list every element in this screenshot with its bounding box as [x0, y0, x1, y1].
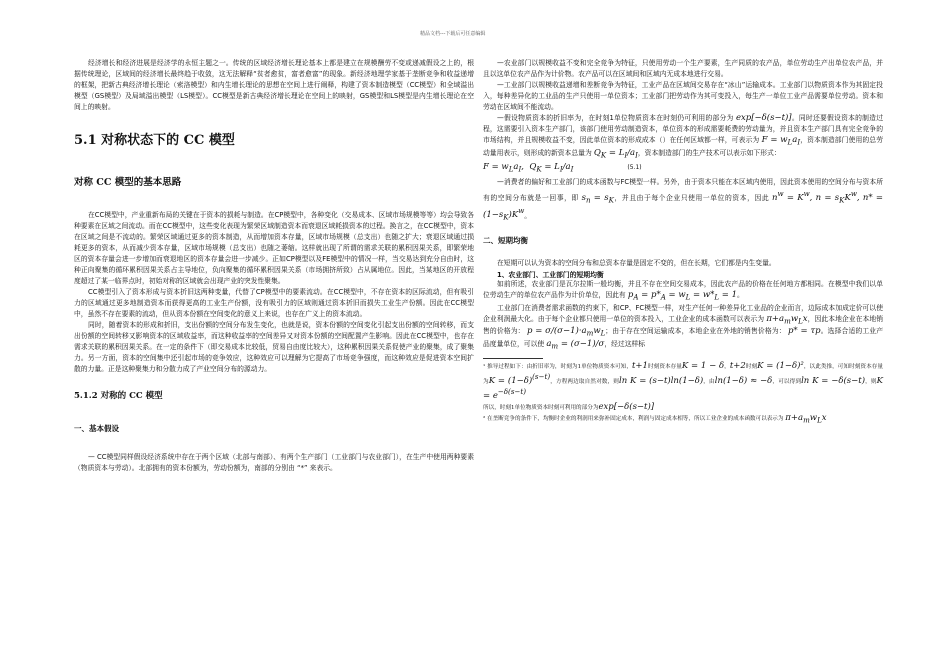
footnote-2: ² 在垄断竞争的条件下，均衡时企业的利润用来弥补固定成本，利润与固定成本相等，所以工业企业的成本函数可以表示为 $\pi+a_mw_Lx$: [483, 412, 827, 425]
foreign-price-formula: p* = τp: [787, 326, 821, 337]
industry-equilibrium-paragraph: 工业部门在消费者需求函数的约束下，和CP、FC模型一样，对生产任何一种差异化工业品的企业而言，边际成本加成定价可以使企业利润最大化。由于每个企业都只使用一单位的资本投入，工业企业的成本函数可以表示为 $\pi+a_mw_Lx$，因此本地企业在本地销售的价格为： $p = \sigma/(\sigma-1)\cdot a_mw_L$；由于存在空间运输成本，本地企业在外地的销售价格为： p* = τp。选择合适的工业产品度量单位，可以使 $a_m = (\sigma-1)/\sigma$，经过这样标: [483, 303, 884, 351]
am-formula: $a_m = (\sigma-1)/\sigma$: [546, 339, 605, 351]
preference-paragraph: —消费者的偏好和工业部门的成本函数与FC模型一样。另外，由于资本只能在本区域内使用，因此资本使用的空间分布与资本所有的空间分布就是一回事，即 $s_n = s_K$，并且由于每个企业只使用一单位的资本，因此 $n^w = K^w$, $n = s_KK^w$, $n* = (1-s_K)K^w$。: [483, 178, 883, 223]
industry-paragraph: —工业部门以规模收益递增和差断竞争为特征，工业产品在区域间交易存在“冰山”运输成本。工业部门以物质资本作为其固定投入，每种差异化的工业品的生产只使用一单位资本；工业部门把劳动作为其可变投入，每生产一单位工业产品需要单位劳动。资本和劳动在区域间不能流动。: [483, 81, 883, 111]
footnote-1: ¹ 推导过程如下：由折旧率为，时刻为1单位物质资本可知，t+1时刻资本存量K = 1 − δ，t+2时刻K = (1−δ)²，以此类推，可知时刻资本存量为$K = (1-\delta)^{(s-t)}$，方程两边取自然对数，则ln K = (s−t)ln(1−δ)，由ln(1−δ) ≈ −δ，可以得到ln K = −δ(s−t)，则$K = e^{-\delta(s-t)}$: [483, 360, 883, 401]
local-price-formula: $p = \sigma/(\sigma-1)\cdot a_mw_L$: [526, 326, 606, 339]
short-run-heading: 二、短期均衡: [483, 236, 528, 246]
short-run-paragraph: 在短期可以认为资本的空间分布和总资本存量是固定不变的，但在长期，它们都是内生变量。: [497, 259, 776, 268]
assumption-heading: 一、基本假设: [74, 424, 119, 433]
subsection-heading-512: 5.1.2 对称的 CC 模型: [74, 391, 163, 401]
pA-formula: $p_A = p*_A = w_L = w*_L = 1$: [627, 290, 738, 302]
right-column: [483, 58, 883, 425]
depreciation-text-c: ，资本制造部门使用的总劳动量用表示，则形成的新资本总量为: [483, 136, 884, 157]
body-paragraph-2: CC模型引入了资本形成与资本折旧这两种变量，代替了CP模型中的要素流动。在CC模型中，不存在资本的区际流动，但有吸引力的区域通过更多地制造资本而获得更高的工业生产份额，没有吸引力的区域则通过资本折旧而损失工业生产份额。因此在CC模型中，虽然不存在要素的流动，但从资本份额在空间变化的意义上来说，也存在广义上的资本流动。: [74, 288, 474, 318]
equation-5-1: $F = w_La_I$, $Q_K = L_I/a_I$ (5.1): [483, 162, 642, 175]
intro-paragraph: 经济增长和经济进展是经济学的永恒主题之一。传统的区域经济增长理论基本上都是建立在规模酬劳不变或递减假设之上的，根据传统理论，区域间的经济增长最终趋于收敛，这无法解释“贫者愈贫，富者愈富”的现象。新经济地理学家基于垄断竞争和收益递增的框架，把新古典经济增长理论（索洛模型）和内生增长理论的思想在空间上进行阐释，构建了资本制造模型（CC模型）和全域溢出模型（GS模型）及局域溢出模型（LS模型）。CC模型是新古典经济增长理论在空间上的映射，GS模型和LS模型是内生增长理论在空间上的映射。: [74, 59, 474, 111]
depreciation-paragraph: [483, 113, 883, 160]
footnote-separator: [483, 358, 543, 359]
body-paragraph-3: 同时，随着资本的形成和折旧，支出份额的空间分布发生变化，也就是说，资本份额的空间变化引起支出份额的空间转移，而支出份额的空间转移又影响资本的区域收益率，而这种收益率的空间差异又对资本份额的空间配置产生影响。因此在CC模型中，也存在需求关联的累积因果关系。在一定的条件下（即交易成本比较低，贸易自由度比较大），这种累积因果关系促使产业的聚集，成了聚集力。另一方面，资本的空间集中还引起市场的竞争效应，这种效应可以理解为它提高了市场竞争强度，而这种效应是促进资本空间扩散的力量。正是这种聚集力和分散力成了产业空间分布的源动力。: [74, 321, 474, 373]
Q-formula: $Q_K = L_I/a_I$: [593, 147, 638, 160]
preference-text-a: —消费者的偏好和工业部门的成本函数与FC模型一样。另外，由于资本只能在本区域内使用，因此资本使用的空间分布与资本所有的空间分布就是一回事，即: [483, 178, 883, 202]
preference-text-b: ，并且由于每个企业只使用一单位的资本，因此: [613, 193, 770, 202]
depreciation-text-d: ，资本制造部门的生产技术可以表示如下形式：: [637, 148, 781, 157]
depreciation-text-a: —假设物质资本的折旧率为，在时刻1单位物质资本在时刻仍可利用的部分为: [497, 114, 734, 122]
page-header: 精品文档---下载后可任意编辑: [420, 31, 486, 37]
section-title: 5.1 对称状态下的 CC 模型: [74, 133, 235, 148]
short-run-subheading: 1、农业部门、工业部门的短期均衡: [497, 271, 604, 280]
agri-paragraph: —农业部门以规模收益不变和完全竞争为特征，只使用劳动一个生产要素，生产同质的农产品，单位劳动生产出单位农产品，并且以这单位农产品作为计价物。农产品可以在区域间和区域内无成本地进行交易。: [483, 59, 883, 78]
assumption-paragraph: — CC模型同样假设经济系统中存在于两个区域（北部与南部）、有两个生产部门（工业部门与农业部门），在生产中使用两种要素（物质资本与劳动）。北部拥有的资本份额为，劳动份额为，南部的分别由 “*” 来表示。: [74, 453, 474, 472]
F-formula: $F = w_La_I$: [761, 135, 801, 147]
nw-formula: $n^w = K^w$, $n = s_KK^w$, $n* = (1-s_K)K^w$: [483, 189, 883, 223]
cost-function: $\pi+a_mw_Lx$: [766, 313, 808, 326]
equation-number: (5.1): [627, 164, 642, 172]
footnote-1-conclusion: 所以，时刻1单位物质资本时刻可利用的部分为exp[−δ(s−t)]: [483, 401, 655, 412]
agri-equilibrium-paragraph: 如前所述，农业部门是瓦尔拉斯一般均衡，并且不存在空间交易成本，因此农产品的价格在任何地方都相同。在模型中我们以单位劳动生产的单位农产品作为计价单位，因此有 $p_A = p*_A = w_L = w*_L = 1$。: [483, 280, 883, 302]
subsection-title: 对称 CC 模型的基本思路: [74, 177, 182, 188]
sn-formula: $s_n = s_K$: [581, 192, 614, 205]
depreciation-text-b: 。同时还要假设资本的制造过程，这需要引入资本生产部门，该部门使用劳动制造资本，单位资本的形成需要耗费的劳动量为，并且资本生产部门具有完全竞争的市场结构，并且规模收益不变，因此单位资本的形成成本（）在任何区域都一样，可表示为: [483, 114, 884, 144]
body-paragraph-1: 在CC模型中，产业重新布局的关键在于资本的损耗与制造。在CP模型中，各种变化（交易成本、区域市场规模等等）均会导致各种要素在区域之间流动。而在CC模型中，这些变化表现为繁荣区域制造资本而衰退区域耗损资本的过程。换言之，在CC模型中，资本在区域之间是不流动的。繁荣区域通过更多的资本制造，从而增加资本存量，区域市场规模（总支出）也随之扩大；衰退区域通过损耗更多的资本，从而减少资本存量，区域市场规模（总支出）也随之萎缩。这样就出现了所谓的需求关联的累积因果关系，即繁荣地区的资本存量会进一步增加而衰退地区的资本存量会进一步减少。正如CP模型以及FE模型中的情况一样，当交易达到充分自由时，这种正向聚集的循环累积因果关系占主导地位，负向聚集的循环累积因果关系（市场拥挤所致）占从属地位。因此，当某地区的开放程度超过了某一临界点时，初始对称的区域就会出现产业的突发性聚集。: [74, 211, 474, 285]
left-column: [74, 58, 474, 474]
exp-formula: exp[−δ(s−t)]: [735, 113, 792, 123]
